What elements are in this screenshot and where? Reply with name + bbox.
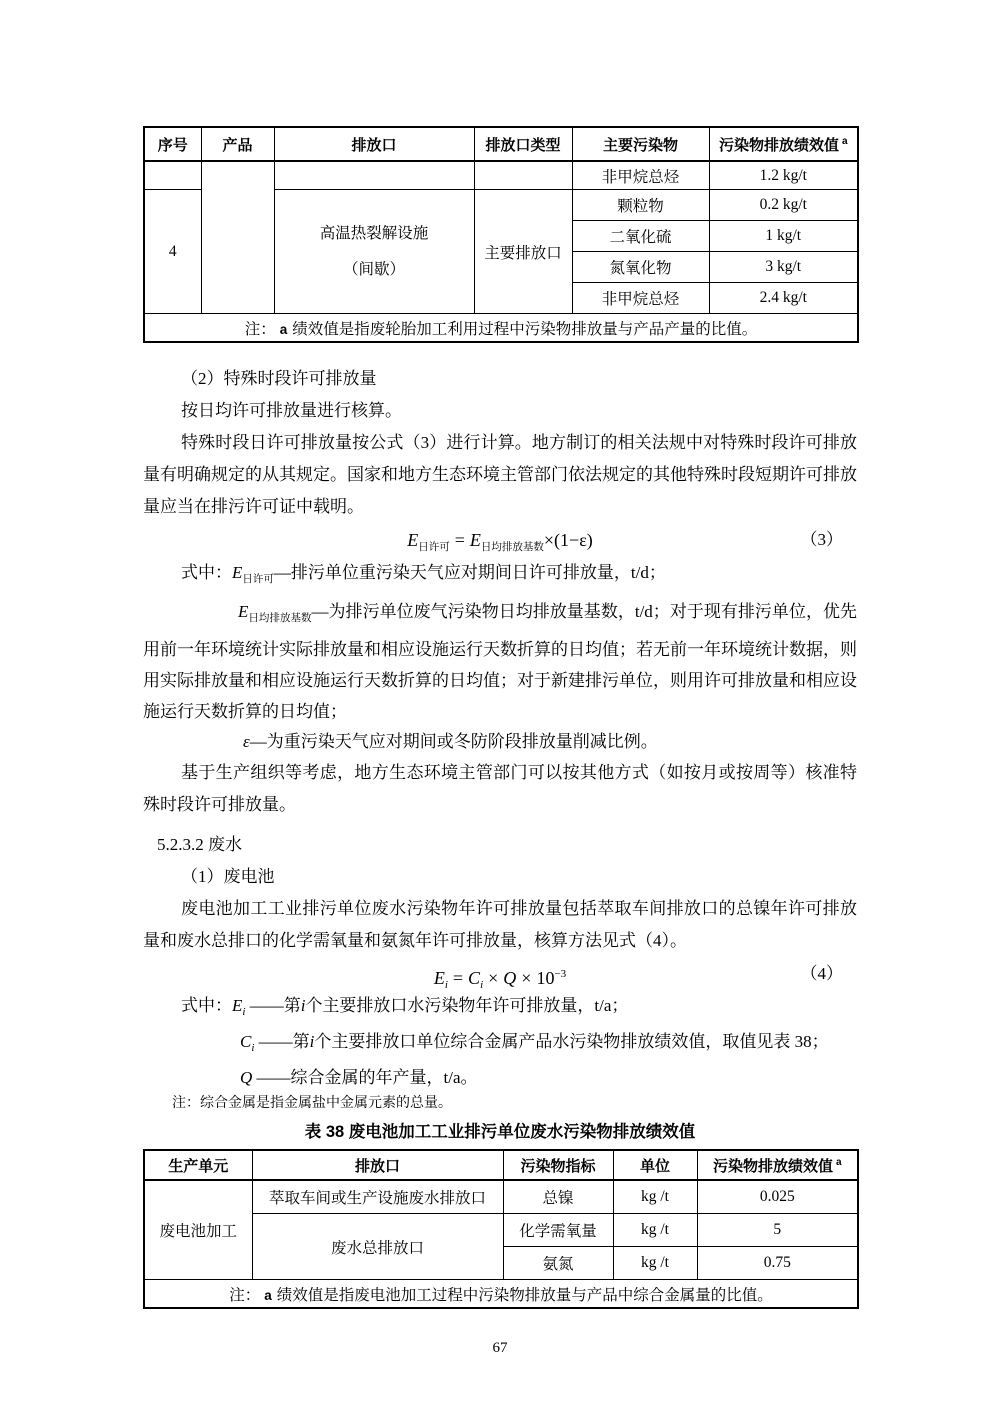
water-table-header-row — [144, 1150, 858, 1180]
value-cell: 3 kg/t — [709, 252, 858, 283]
def2-text-post: 个主要排放口单位综合金属产品水污染物排放绩效值，取值见表 38； — [314, 1032, 829, 1051]
def3-text: 为重污染天气应对期间或冬防阶段排放量削减比例。 — [266, 732, 658, 751]
outlet-cell: 萃取车间或生产设施废水排放口 — [252, 1180, 503, 1214]
seq-cell: 4 — [144, 190, 201, 314]
header-pollutant: 主要污染物 — [572, 127, 709, 161]
special-period-paragraph: 特殊时段日许可排放量按公式（3）进行计算。地方制订的相关法规中对特殊时段许可排放量有明确规定的从其规定。国家和地方生态环境主管部门依法规定的其他特殊时段短期许可排放量应当在排污许可证中载明。 — [143, 433, 857, 516]
header-product: 产品 — [201, 127, 274, 161]
def1-text-pre: 第 — [283, 996, 301, 1015]
formula-4-lhs: E — [433, 968, 445, 988]
formula-3-def2 — [143, 596, 857, 727]
air-table-note — [144, 314, 858, 343]
outlet-cell — [274, 190, 474, 314]
formula-3 — [143, 523, 857, 557]
pollutant-cell: 颗粒物 — [572, 190, 709, 221]
formula-4-body — [434, 957, 566, 1002]
formula-4-v1-sub: i — [480, 979, 484, 991]
header-outlet: 排放口 — [274, 127, 474, 161]
def2-text: 为排污单位废气污染物日均排放量基数，t/d；对于现有排污单位，优先用前一年环境统计实际排放量和相应设施运行天数折算的日均值；若无前一年环境统计数据，则用实际排放量和相应设施运行天数折算的日均值；对于新建排污单位，则用许可排放量和相应设施运行天数折算的日均值； — [143, 602, 857, 721]
header-seq: 序号 — [144, 127, 201, 161]
header-production-unit: 生产单元 — [144, 1150, 252, 1180]
def3-var: Q — [240, 1068, 253, 1087]
water-table-note — [144, 1280, 858, 1309]
indicator-cell: 总镍 — [503, 1180, 613, 1214]
formula-4-base: 10 — [536, 968, 555, 988]
empty-seq-cell — [144, 161, 201, 190]
def2-italic-i: i — [309, 1032, 315, 1051]
unit-cell: kg /t — [613, 1247, 697, 1280]
air-table-header-row — [144, 127, 858, 161]
table-row — [144, 1214, 858, 1247]
def3-text: 综合金属的年产量，t/a。 — [290, 1068, 478, 1087]
header-performance — [697, 1150, 858, 1180]
header-performance-text: 污染物排放绩效值 — [712, 1157, 833, 1175]
air-emission-table — [143, 126, 859, 343]
formula-3-rhs: E — [469, 530, 481, 550]
table-note-row — [144, 314, 858, 343]
battery-paragraph: 废电池加工工业排污单位废水污染物年许可排放量包括萃取车间排放口的总镍年许可排放量和废水总排口的化学需氧量和氨氮年许可排放量，核算方法见式（4）。 — [143, 899, 857, 950]
production-unit-cell: 废电池加工 — [144, 1180, 252, 1280]
formula-3-body — [407, 523, 593, 565]
value-cell: 0.75 — [697, 1247, 858, 1280]
formula-3-lhs-sub: 日许可 — [418, 542, 450, 553]
formula-3-equals: = — [454, 530, 465, 550]
formula-3-lhs: E — [407, 530, 419, 550]
formula-3-def3 — [143, 727, 857, 757]
def2-var: E — [238, 602, 249, 621]
formula-4-number: （4） — [800, 964, 843, 983]
note-prefix: 注： — [244, 320, 276, 338]
indicator-cell: 化学需氧量 — [503, 1214, 613, 1247]
note-prefix: 注： — [229, 1286, 261, 1304]
daily-accounting-line: 按日均许可排放量进行核算。 — [181, 401, 402, 420]
value-cell: 0.025 — [697, 1180, 858, 1214]
pollutant-cell: 氮氧化物 — [572, 252, 709, 283]
table-38-title: 表 38 废电池加工工业排污单位废水污染物排放绩效值 — [304, 1123, 696, 1141]
formula-4-lhs-sub: i — [444, 979, 448, 991]
battery-sub-heading: （1）废电池 — [181, 867, 275, 886]
note-sup: a — [264, 1287, 272, 1303]
note-text: 绩效值是指废轮胎加工利用过程中污染物排放量与产品产量的比值。 — [292, 320, 758, 338]
value-cell: 1 kg/t — [709, 221, 858, 252]
pollutant-cell: 非甲烷总烃 — [572, 161, 709, 190]
def3-dash: — — [249, 732, 267, 751]
def2-var: C — [240, 1032, 252, 1051]
header-outlet-type: 排放口类型 — [474, 127, 572, 161]
formula-4-def2 — [143, 1027, 857, 1063]
where-label: 式中： — [181, 996, 232, 1015]
metal-note: 注：综合金属是指金属盐中金属元素的总量。 — [172, 1096, 452, 1111]
def1-dash: — — [273, 563, 291, 582]
def1-var-sub: 日许可 — [242, 574, 274, 585]
def1-text-post: 个主要排放口水污染物年许可排放量，t/a； — [305, 996, 629, 1015]
note-sup: a — [279, 321, 288, 337]
formula-4-equals: = — [452, 968, 464, 988]
outlet-line1: 高温热裂解设施 — [319, 224, 429, 242]
section-number: 5.2.3.2 — [157, 835, 204, 854]
formula-4-v2: Q — [503, 968, 517, 988]
header-performance — [709, 127, 858, 161]
def1-italic-i: i — [300, 996, 306, 1015]
pollutant-cell: 二氧化硫 — [572, 221, 709, 252]
formula-4-times2: × — [521, 968, 532, 988]
table-note-row — [144, 1280, 858, 1309]
empty-outlet-type-cell — [474, 161, 572, 190]
outlet-type-cell: 主要排放口 — [474, 190, 572, 314]
empty-outlet-cell — [274, 161, 474, 190]
header-performance-sup: a — [835, 1156, 842, 1168]
header-performance-text: 污染物排放绩效值 — [718, 136, 839, 154]
header-performance-sup: a — [841, 135, 848, 147]
def2-var-sub: i — [251, 1042, 255, 1054]
outlet-line2: （间歇） — [342, 260, 405, 278]
special-period-closing-paragraph: 基于生产组织等考虑，地方生态环境主管部门可以按其他方式（如按月或按周等）核准特殊时段许可排放量。 — [143, 763, 857, 814]
note-text: 绩效值是指废电池加工过程中污染物排放量与产品中综合金属量的比值。 — [276, 1286, 773, 1304]
header-outlet: 排放口 — [252, 1150, 503, 1180]
value-cell: 2.4 kg/t — [709, 283, 858, 314]
def2-dash: —— — [258, 1032, 293, 1051]
def2-dash: — — [311, 602, 329, 621]
def3-dash: —— — [256, 1068, 291, 1087]
wastewater-performance-table — [143, 1149, 859, 1309]
def1-text: 排污单位重污染天气应对期间日许可排放量，t/d； — [290, 563, 666, 582]
header-measure-unit: 单位 — [613, 1150, 697, 1180]
value-cell: 5 — [697, 1214, 858, 1247]
value-cell: 0.2 kg/t — [709, 190, 858, 221]
formula-4-times1: × — [488, 968, 499, 988]
outlet-cell: 废水总排放口 — [252, 1214, 503, 1280]
def3-var: ε — [243, 732, 250, 751]
formula-4-exp: −3 — [554, 968, 567, 980]
formula-3-rhs-sub: 日均排放基数 — [480, 542, 544, 553]
where-label: 式中： — [181, 563, 232, 582]
pollutant-cell: 非甲烷总烃 — [572, 283, 709, 314]
def1-var: E — [232, 563, 243, 582]
section-heading — [143, 829, 857, 861]
def2-var-sub: 日均排放基数 — [248, 613, 312, 624]
section-title: 废水 — [208, 835, 242, 854]
def1-dash: —— — [249, 996, 284, 1015]
page-content — [143, 0, 857, 1374]
formula-4-def3 — [143, 1063, 857, 1093]
unit-cell: kg /t — [613, 1180, 697, 1214]
def1-var-sub: i — [242, 1006, 246, 1018]
formula-3-tail: ×(1−ε) — [543, 530, 593, 550]
table-row — [144, 1180, 858, 1214]
page-number: 67 — [492, 1340, 508, 1356]
value-cell: 1.2 kg/t — [709, 161, 858, 190]
indicator-cell: 氨氮 — [503, 1247, 613, 1280]
table-row — [144, 161, 858, 190]
unit-cell: kg /t — [613, 1214, 697, 1247]
empty-product-cell — [201, 161, 274, 314]
special-period-heading: （2）特殊时段许可排放量 — [181, 369, 377, 388]
formula-3-number: （3） — [800, 530, 843, 549]
formula-4-v1: C — [468, 968, 481, 988]
def2-text-pre: 第 — [292, 1032, 310, 1051]
formula-4 — [143, 957, 857, 991]
def1-var: E — [232, 996, 243, 1015]
header-indicator: 污染物指标 — [503, 1150, 613, 1180]
